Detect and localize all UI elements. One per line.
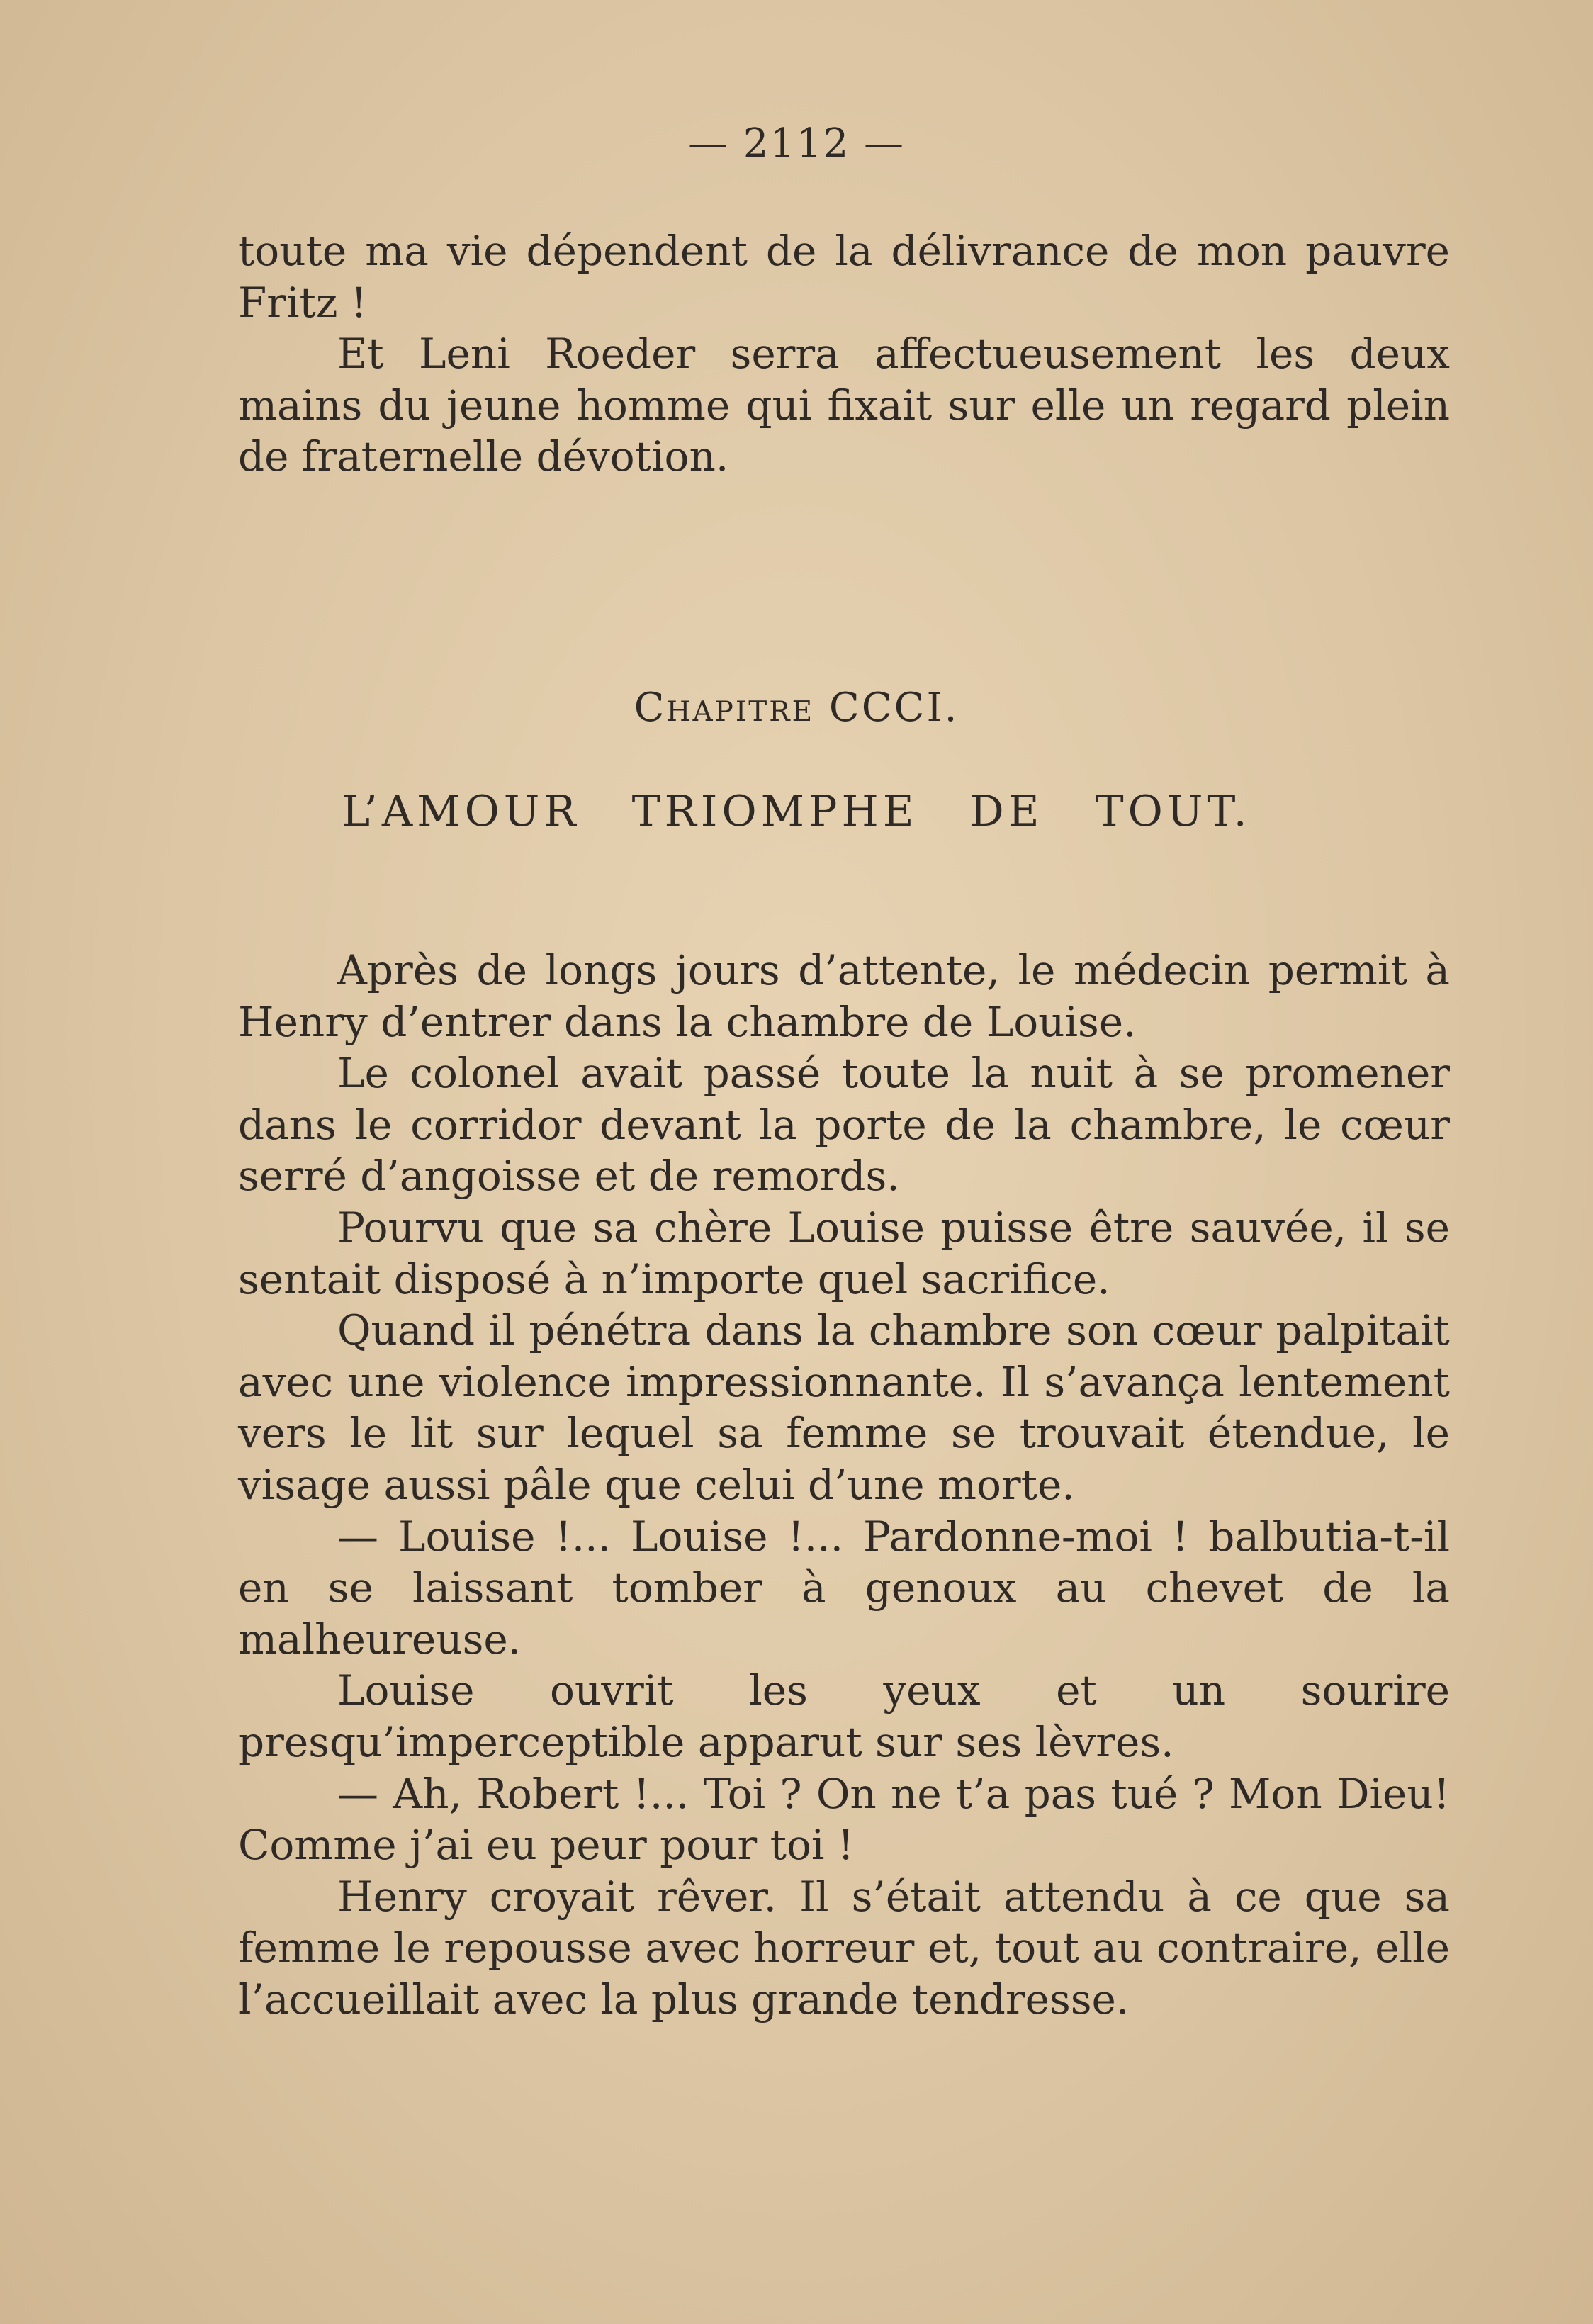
paragraph: Et Leni Roeder serra affectueusement les deux mains du jeune homme qui fixait sur elle un regard plein de fraternelle dévotion. — [238, 330, 1450, 481]
paragraph: — Ah, Robert !... Toi ? On ne t’a pas tué ? Mon Dieu! Comme j’ai eu peur pour toi ! — [238, 1769, 1450, 1870]
paragraph: toute ma vie dépendent de la délivrance de mon pauvre Fritz ! — [238, 227, 1450, 327]
chapter-label: Chapitre CCCI. — [634, 685, 959, 731]
paragraph: Louise ouvrit les yeux et un sourire presqu’imperceptible apparut sur ses lèvres. — [238, 1666, 1450, 1766]
paragraph: Quand il pénétra dans la chambre son cœur palpitait avec une violence impressionnante. Il s’avança lentement vers le lit sur lequel sa femme se trouvait étendue, le visage aussi pâle que celui d’une morte. — [238, 1306, 1450, 1509]
chapter-title: L’AMOUR TRIOMPHE DE TOUT. — [342, 787, 1251, 836]
paragraph: Le colonel avait passé toute la nuit à se promener dans le corridor devant la porte de la chambre, le cœur serré d’angoisse et de remords. — [238, 1049, 1450, 1201]
page-number: — 2112 — — [687, 120, 906, 167]
chapter-body — [238, 945, 1450, 2025]
paragraph: — Louise !... Louise !... Pardonne-moi ! balbutia-t-il en se laissant tomber à genoux au chevet de la malheureuse. — [238, 1512, 1450, 1663]
top-text-block — [238, 225, 1450, 483]
paragraph: Henry croyait rêver. Il s’était attendu à ce que sa femme le repousse avec horreur et, tout au contraire, elle l’accueillait avec la plus grande tendresse. — [238, 1872, 1450, 2023]
paragraph: Pourvu que sa chère Louise puisse être sauvée, il se sentait disposé à n’importe quel sacrifice. — [238, 1203, 1450, 1303]
paragraph: Après de longs jours d’attente, le médecin permit à Henry d’entrer dans la chambre de Louise. — [238, 946, 1450, 1046]
